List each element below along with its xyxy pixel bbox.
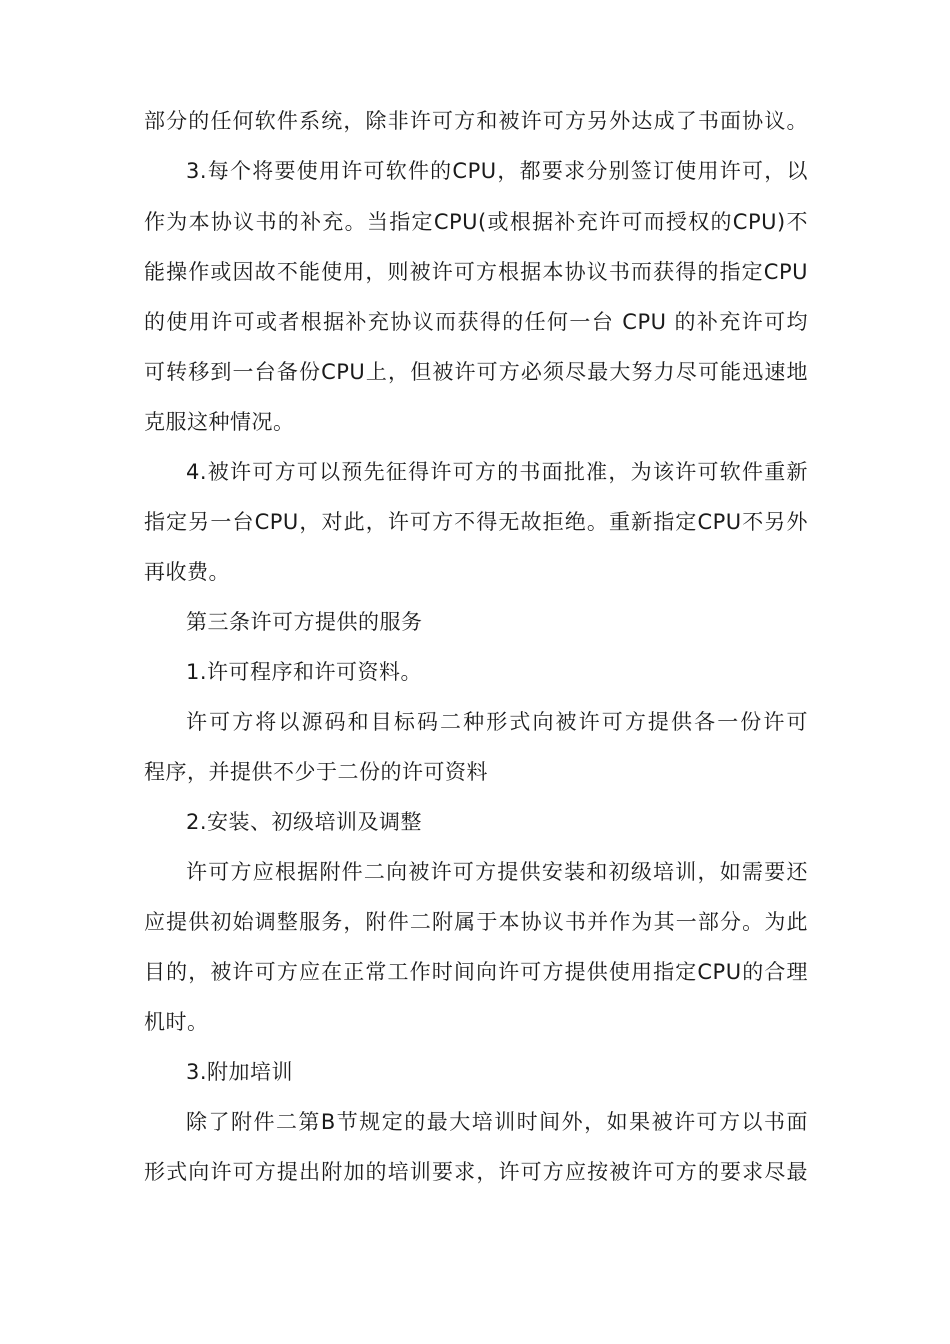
text-line: 可转移到一台备份CPU上，但被许可方必须尽最大努力尽可能迅速地 xyxy=(144,360,808,384)
article-3-title: 第三条许可方提供的服务 xyxy=(186,610,423,634)
text-line: 能操作或因故不能使用，则被许可方根据本协议书而获得的指定CPU xyxy=(144,260,808,284)
text-line: 目的，被许可方应在正常工作时间向许可方提供使用指定CPU的合理 xyxy=(144,960,808,984)
text-line: 许可方将以源码和目标码二种形式向被许可方提供各一份许可 xyxy=(186,710,808,734)
text-line: 再收费。 xyxy=(144,560,230,584)
clause-4-heading: 4.被许可方可以预先征得许可方的书面批准，为该许可软件重新 xyxy=(186,460,808,484)
text-line: 指定另一台CPU，对此，许可方不得无故拒绝。重新指定CPU不另外 xyxy=(144,510,808,534)
section-3-title: 3.附加培训 xyxy=(186,1060,294,1084)
text-line: 形式向许可方提出附加的培训要求，许可方应按被许可方的要求尽最 xyxy=(144,1160,808,1184)
section-1-title: 1.许可程序和许可资料。 xyxy=(186,660,423,684)
text-line: 作为本协议书的补充。当指定CPU(或根据补充许可而授权的CPU)不 xyxy=(144,210,808,234)
text-line: 的使用许可或者根据补充协议而获得的任何一台 CPU 的补充许可均 xyxy=(144,310,808,334)
text-line: 许可方应根据附件二向被许可方提供安装和初级培训，如需要还 xyxy=(186,860,808,884)
clause-3-heading: 3.每个将要使用许可软件的CPU，都要求分别签订使用许可，以 xyxy=(186,159,808,183)
text-line: 应提供初始调整服务，附件二附属于本协议书并作为其一部分。为此 xyxy=(144,910,808,934)
text-line: 克服这种情况。 xyxy=(144,410,295,434)
section-2-title: 2.安装、初级培训及调整 xyxy=(186,810,423,834)
text-line: 机时。 xyxy=(144,1010,209,1034)
text-line: 除了附件二第B节规定的最大培训时间外，如果被许可方以书面 xyxy=(186,1110,808,1134)
text-line: 部分的任何软件系统，除非许可方和被许可方另外达成了书面协议。 xyxy=(144,109,808,133)
text-line: 程序，并提供不少于二份的许可资料 xyxy=(144,760,488,784)
